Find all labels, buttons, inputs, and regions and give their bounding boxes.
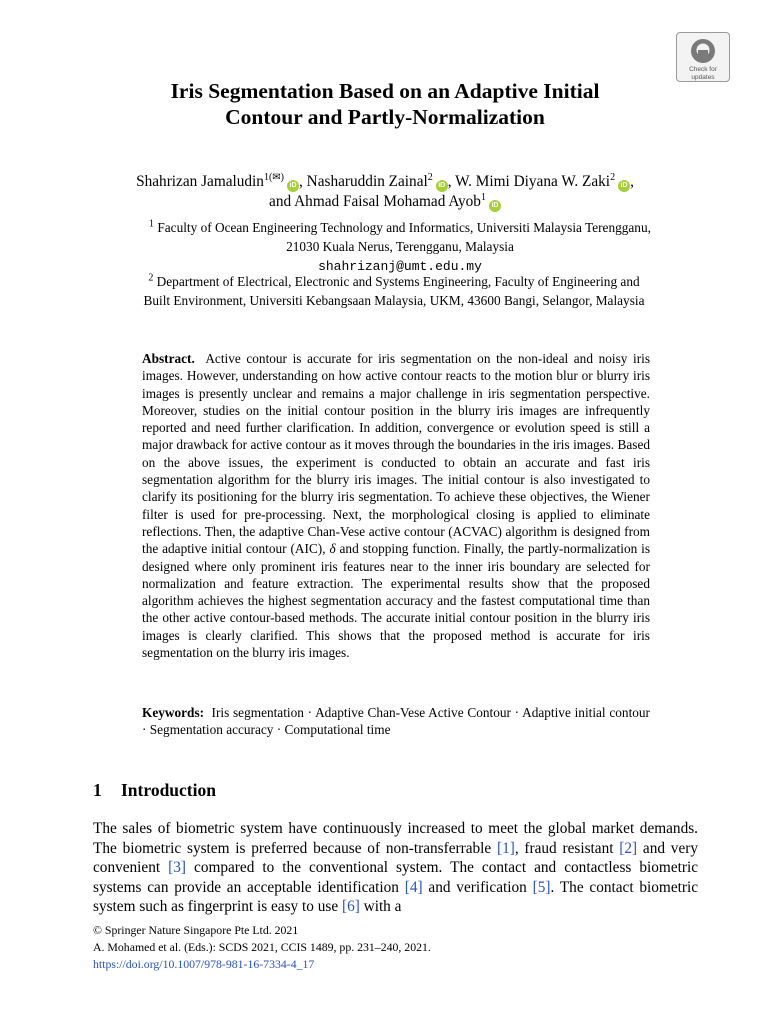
citation-link[interactable]: [3] bbox=[168, 859, 186, 877]
keywords bbox=[142, 704, 650, 739]
affiliation-sup: 2 bbox=[610, 172, 616, 183]
affiliation-line: Built Environment, Universiti Kebangsaan Malaysia, UKM, 43600 Bangi, Selangor, Malaysia bbox=[143, 293, 645, 308]
affiliation-2 bbox=[84, 272, 704, 310]
orcid-icon[interactable]: iD bbox=[489, 200, 501, 212]
abstract bbox=[142, 350, 650, 661]
section-heading bbox=[93, 780, 216, 801]
citation-link[interactable]: [2] bbox=[619, 839, 638, 857]
bookmark-icon bbox=[689, 37, 717, 65]
paper-title bbox=[60, 78, 710, 130]
affiliation-sup: 1 bbox=[263, 172, 269, 183]
keywords-text: Iris segmentation · Adaptive Chan-Vese Active Contour · Adaptive initial contour · Segmentation accuracy · Computational time bbox=[142, 705, 650, 738]
abstract-text: Active contour is accurate for iris segmentation on the non-ideal and noisy iris images. However, understanding on how active contour reacts to the motion blur or blurry iris images is presently unclear and remains a major challenge in iris segmentation perspective. Moreover, studies on the initial contour position in the blurry iris images are infrequently reported and need further clarification. In addition, convergence or evolution speed is still a major drawback for active contour as it moves through the boundaries in the iris images. Based on the above issues, the experiment is conducted to obtain an accurate and fast iris segmentation algorithm for the blurry iris images. The initial contour is also investigated to clarify its positioning for the blurry iris segmentation. To achieve these objectives, the Wiener filter is used for pre-processing. Next, the morphological closing is applied to eliminate reflections. Then, the adaptive Chan-Vese active contour (ACVAC) algorithm is designed from the adaptive initial contour (AIC), bbox=[142, 351, 650, 557]
keywords-label: Keywords: bbox=[142, 705, 205, 720]
author-name: Ahmad Faisal Mohamad Ayob bbox=[294, 193, 481, 211]
title-line1: Iris Segmentation Based on an Adaptive Initial bbox=[170, 79, 600, 103]
badge-label-line2: updates bbox=[691, 74, 715, 81]
orcid-icon[interactable]: iD bbox=[436, 180, 448, 192]
citation-info: A. Mohamed et al. (Eds.): SCDS 2021, CCIS 1489, pp. 231–240, 2021. bbox=[93, 940, 431, 954]
body-text: , fraud resistant bbox=[514, 839, 614, 857]
affiliation-1 bbox=[90, 218, 710, 276]
affiliation-sup: 2 bbox=[427, 172, 433, 183]
badge-label-line1: Check for bbox=[689, 66, 717, 73]
abstract-label: Abstract. bbox=[142, 351, 195, 366]
citation-link[interactable]: [1] bbox=[496, 839, 515, 857]
doi-link[interactable]: https://doi.org/10.1007/978-981-16-7334-4_17 bbox=[93, 957, 315, 971]
author-name: W. Mimi Diyana W. Zaki bbox=[455, 173, 611, 191]
affiliation-line: Department of Electrical, Electronic and Systems Engineering, Faculty of Engineering and bbox=[156, 274, 640, 289]
footer bbox=[93, 922, 713, 973]
body-text: . The contact biometric system such as fingerprint is easy to use bbox=[93, 878, 699, 916]
copyright: © Springer Nature Singapore Pte Ltd. 2021 bbox=[93, 923, 299, 937]
citation-link[interactable]: [5] bbox=[532, 878, 551, 896]
citation-link[interactable]: [6] bbox=[341, 898, 360, 916]
body-text: and very convenient bbox=[93, 839, 698, 877]
body-text: with a bbox=[363, 898, 402, 916]
body-text: and verification bbox=[428, 878, 527, 896]
citation-link[interactable]: [4] bbox=[404, 878, 423, 896]
body-text: compared to the conventional system. The contact and contactless biometric systems can provide an acceptable identification bbox=[93, 859, 698, 896]
affiliation-number: 2 bbox=[148, 272, 154, 284]
affiliation-number: 1 bbox=[149, 218, 155, 230]
author-name: Shahrizan Jamaludin bbox=[136, 173, 264, 191]
orcid-icon[interactable]: iD bbox=[287, 180, 299, 192]
title-line2: Contour and Partly-Normalization bbox=[225, 105, 545, 129]
author-name: Nasharuddin Zainal bbox=[306, 173, 428, 191]
introduction-paragraph bbox=[93, 819, 698, 917]
affiliation-sup: 1 bbox=[480, 192, 486, 203]
author-list: Shahrizan Jamaludin$^{1(✉)}$iD , Nasharuddin Zainal$^2$iD , W. Mimi Diyana W. Zaki$^2$iD , and Ahmad Faisal Mohamad Ayob$^1$iD bbox=[136, 172, 634, 211]
delta-symbol: δ bbox=[329, 541, 336, 557]
author-prefix: and bbox=[269, 193, 292, 211]
email-address[interactable]: shahrizanj@umt.edu.my bbox=[318, 259, 482, 274]
check-for-updates-badge[interactable] bbox=[676, 32, 730, 82]
abstract-text: and stopping function. Finally, the partly-normalization is designed where only prominent iris features near to the inner iris boundary are selected for normalization and feature extraction. The experimental results show that the proposed algorithm achieves the highest segmentation accuracy and the fastest computational time than the other active contour-based methods. The accurate initial contour position in the blurry iris images is clearly clarified. This shows that the proposed method is accurate for iris segmentation on the blurry iris images. bbox=[142, 541, 650, 661]
body-text: The sales of biometric system have continuously increased to meet the global market demands. The biometric system is preferred because of non-transferrable bbox=[93, 820, 698, 857]
section-number: 1 bbox=[93, 780, 102, 800]
affiliation-line: 21030 Kuala Nerus, Terengganu, Malaysia bbox=[286, 239, 514, 254]
mail-icon[interactable]: (✉) bbox=[268, 172, 285, 183]
section-title: Introduction bbox=[121, 780, 216, 800]
affiliation-line: Faculty of Ocean Engineering Technology and Informatics, Universiti Malaysia Terengganu, bbox=[157, 220, 651, 235]
orcid-icon[interactable]: iD bbox=[618, 180, 630, 192]
